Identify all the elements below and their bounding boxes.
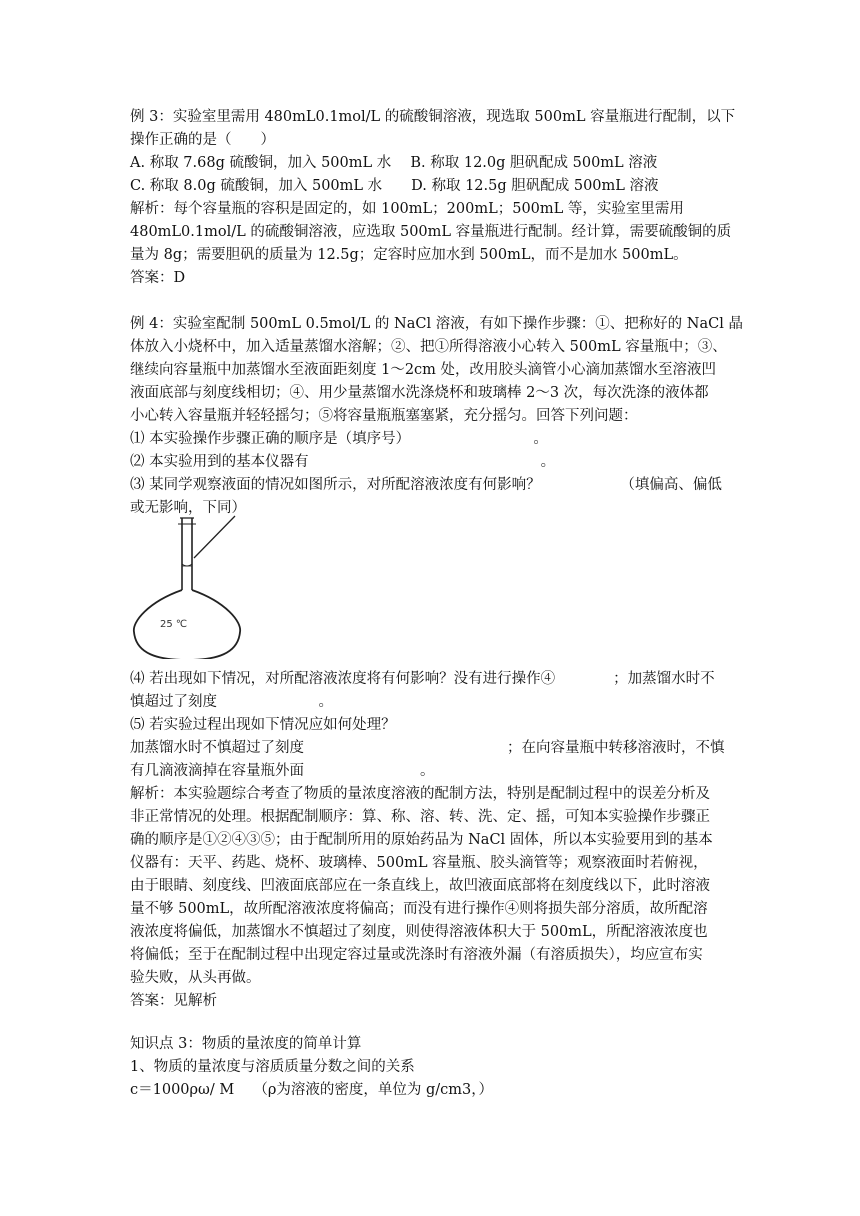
- text-line: ⑴ 本实验操作步骤正确的顺序是（填序号） 。: [130, 431, 548, 447]
- text-line: 1、物质的量浓度与溶质质量分数之间的关系: [130, 1059, 415, 1075]
- text-line: 继续向容量瓶中加蒸馏水至液面距刻度 1～2cm 处，改用胶头滴管小心滴加蒸馏水至溶液凹: [130, 362, 717, 378]
- text-line: A. 称取 7.68g 硫酸铜，加入 500mL 水 B. 称取 12.0g 胆矾配成 500mL 溶液: [130, 155, 658, 171]
- text-line: ⑷ 若出现如下情况，对所配溶液浓度将有何影响？没有进行操作④ ；加蒸馏水时不: [130, 671, 715, 687]
- text-line: 知识点 3：物质的量浓度的简单计算: [130, 1036, 362, 1052]
- text-line: 确的顺序是①②④③⑤；由于配制所用的原始药品为 NaCl 固体，所以本实验要用到的基本: [130, 832, 713, 848]
- text-line: ⑸ 若实验过程出现如下情况应如何处理？: [130, 717, 396, 733]
- text-line: 答案：D: [130, 270, 186, 286]
- text-line: 量不够 500mL，故所配溶液浓度将偏高；而没有进行操作④则将损失部分溶质，故所配溶: [130, 901, 708, 917]
- text-line: 液浓度将偏低，加蒸馏水不慎超过了刻度，则使得溶液体积大于 500mL，所配溶液浓度也: [130, 924, 708, 940]
- pointer-arrow: [194, 516, 235, 558]
- text-line: C. 称取 8.0g 硫酸铜，加入 500mL 水 D. 称取 12.5g 胆矾配成 500mL 溶液: [130, 178, 659, 194]
- text-line: 非正常情况的处理。根据配制顺序：算、称、溶、转、洗、定、摇，可知本实验操作步骤正: [130, 809, 710, 825]
- text-line: 例 4：实验室配制 500mL 0.5mol/L 的 NaCl 溶液，有如下操作步骤：①、把称好的 NaCl 晶: [130, 316, 743, 332]
- text-line: 验失败，从头再做。: [130, 970, 261, 986]
- text-line: 将偏低；至于在配制过程中出现定容过量或洗涤时有溶液外漏（有溶质损失），均应宣布实: [130, 947, 703, 963]
- text-line: ⑶ 某同学观察液面的情况如图所示，对所配溶液浓度有何影响？ （填偏高、偏低: [130, 477, 722, 493]
- text-line: 答案：见解析: [130, 993, 217, 1009]
- text-line: c＝1000ρω/ M （ρ为溶液的密度，单位为 g/cm3，）: [130, 1082, 493, 1098]
- text-line: 小心转入容量瓶并轻轻摇匀；⑤将容量瓶瓶塞塞紧，充分摇匀。回答下列问题：: [130, 408, 638, 424]
- temperature-label: 25 ℃: [160, 619, 188, 630]
- text-line: 解析：本实验题综合考查了物质的量浓度溶液的配制方法，特别是配制过程中的误差分析及: [130, 786, 710, 802]
- text-line: 由于眼睛、刻度线、凹液面底部应在一条直线上，故凹液面底部将在刻度线以下，此时溶液: [130, 878, 710, 894]
- text-line: 加蒸馏水时不慎超过了刻度 ；在向容量瓶中转移溶液时，不慎: [130, 740, 725, 756]
- text-line: 例 3：实验室里需用 480mL0.1mol/L 的硫酸铜溶液，现选取 500mL 容量瓶进行配制，以下: [130, 109, 736, 125]
- text-line: 液面底部与刻度线相切；④、用少量蒸馏水洗涤烧杯和玻璃棒 2～3 次，每次洗涤的液体都: [130, 385, 709, 401]
- text-line: 或无影响，下同）: [130, 500, 246, 516]
- text-line: 体放入小烧杯中，加入适量蒸馏水溶解；②、把①所得溶液小心转入 500mL 容量瓶中；③、: [130, 339, 727, 355]
- text-line: 操作正确的是（ ）: [130, 132, 275, 148]
- text-line: 解析：每个容量瓶的容积是固定的，如 100mL；200mL；500mL 等，实验室里需用: [130, 201, 684, 217]
- text-line: ⑵ 本实验用到的基本仪器有 。: [130, 454, 556, 470]
- text-line: 仪器有：天平、药匙、烧杯、玻璃棒、500mL 容量瓶、胶头滴管等；观察液面时若俯视，: [130, 855, 708, 871]
- volumetric-flask-figure: [128, 514, 258, 659]
- text-line: 480mL0.1mol/L 的硫酸铜溶液，应选取 500mL 容量瓶进行配制。经计算，需要硫酸铜的质: [130, 224, 732, 240]
- text-line: 有几滴液滴掉在容量瓶外面 。: [130, 763, 435, 779]
- text-line: 量为 8g；需要胆矾的质量为 12.5g；定容时应加水到 500mL，而不是加水 500mL。: [130, 247, 688, 263]
- text-line: 慎超过了刻度 。: [130, 694, 333, 710]
